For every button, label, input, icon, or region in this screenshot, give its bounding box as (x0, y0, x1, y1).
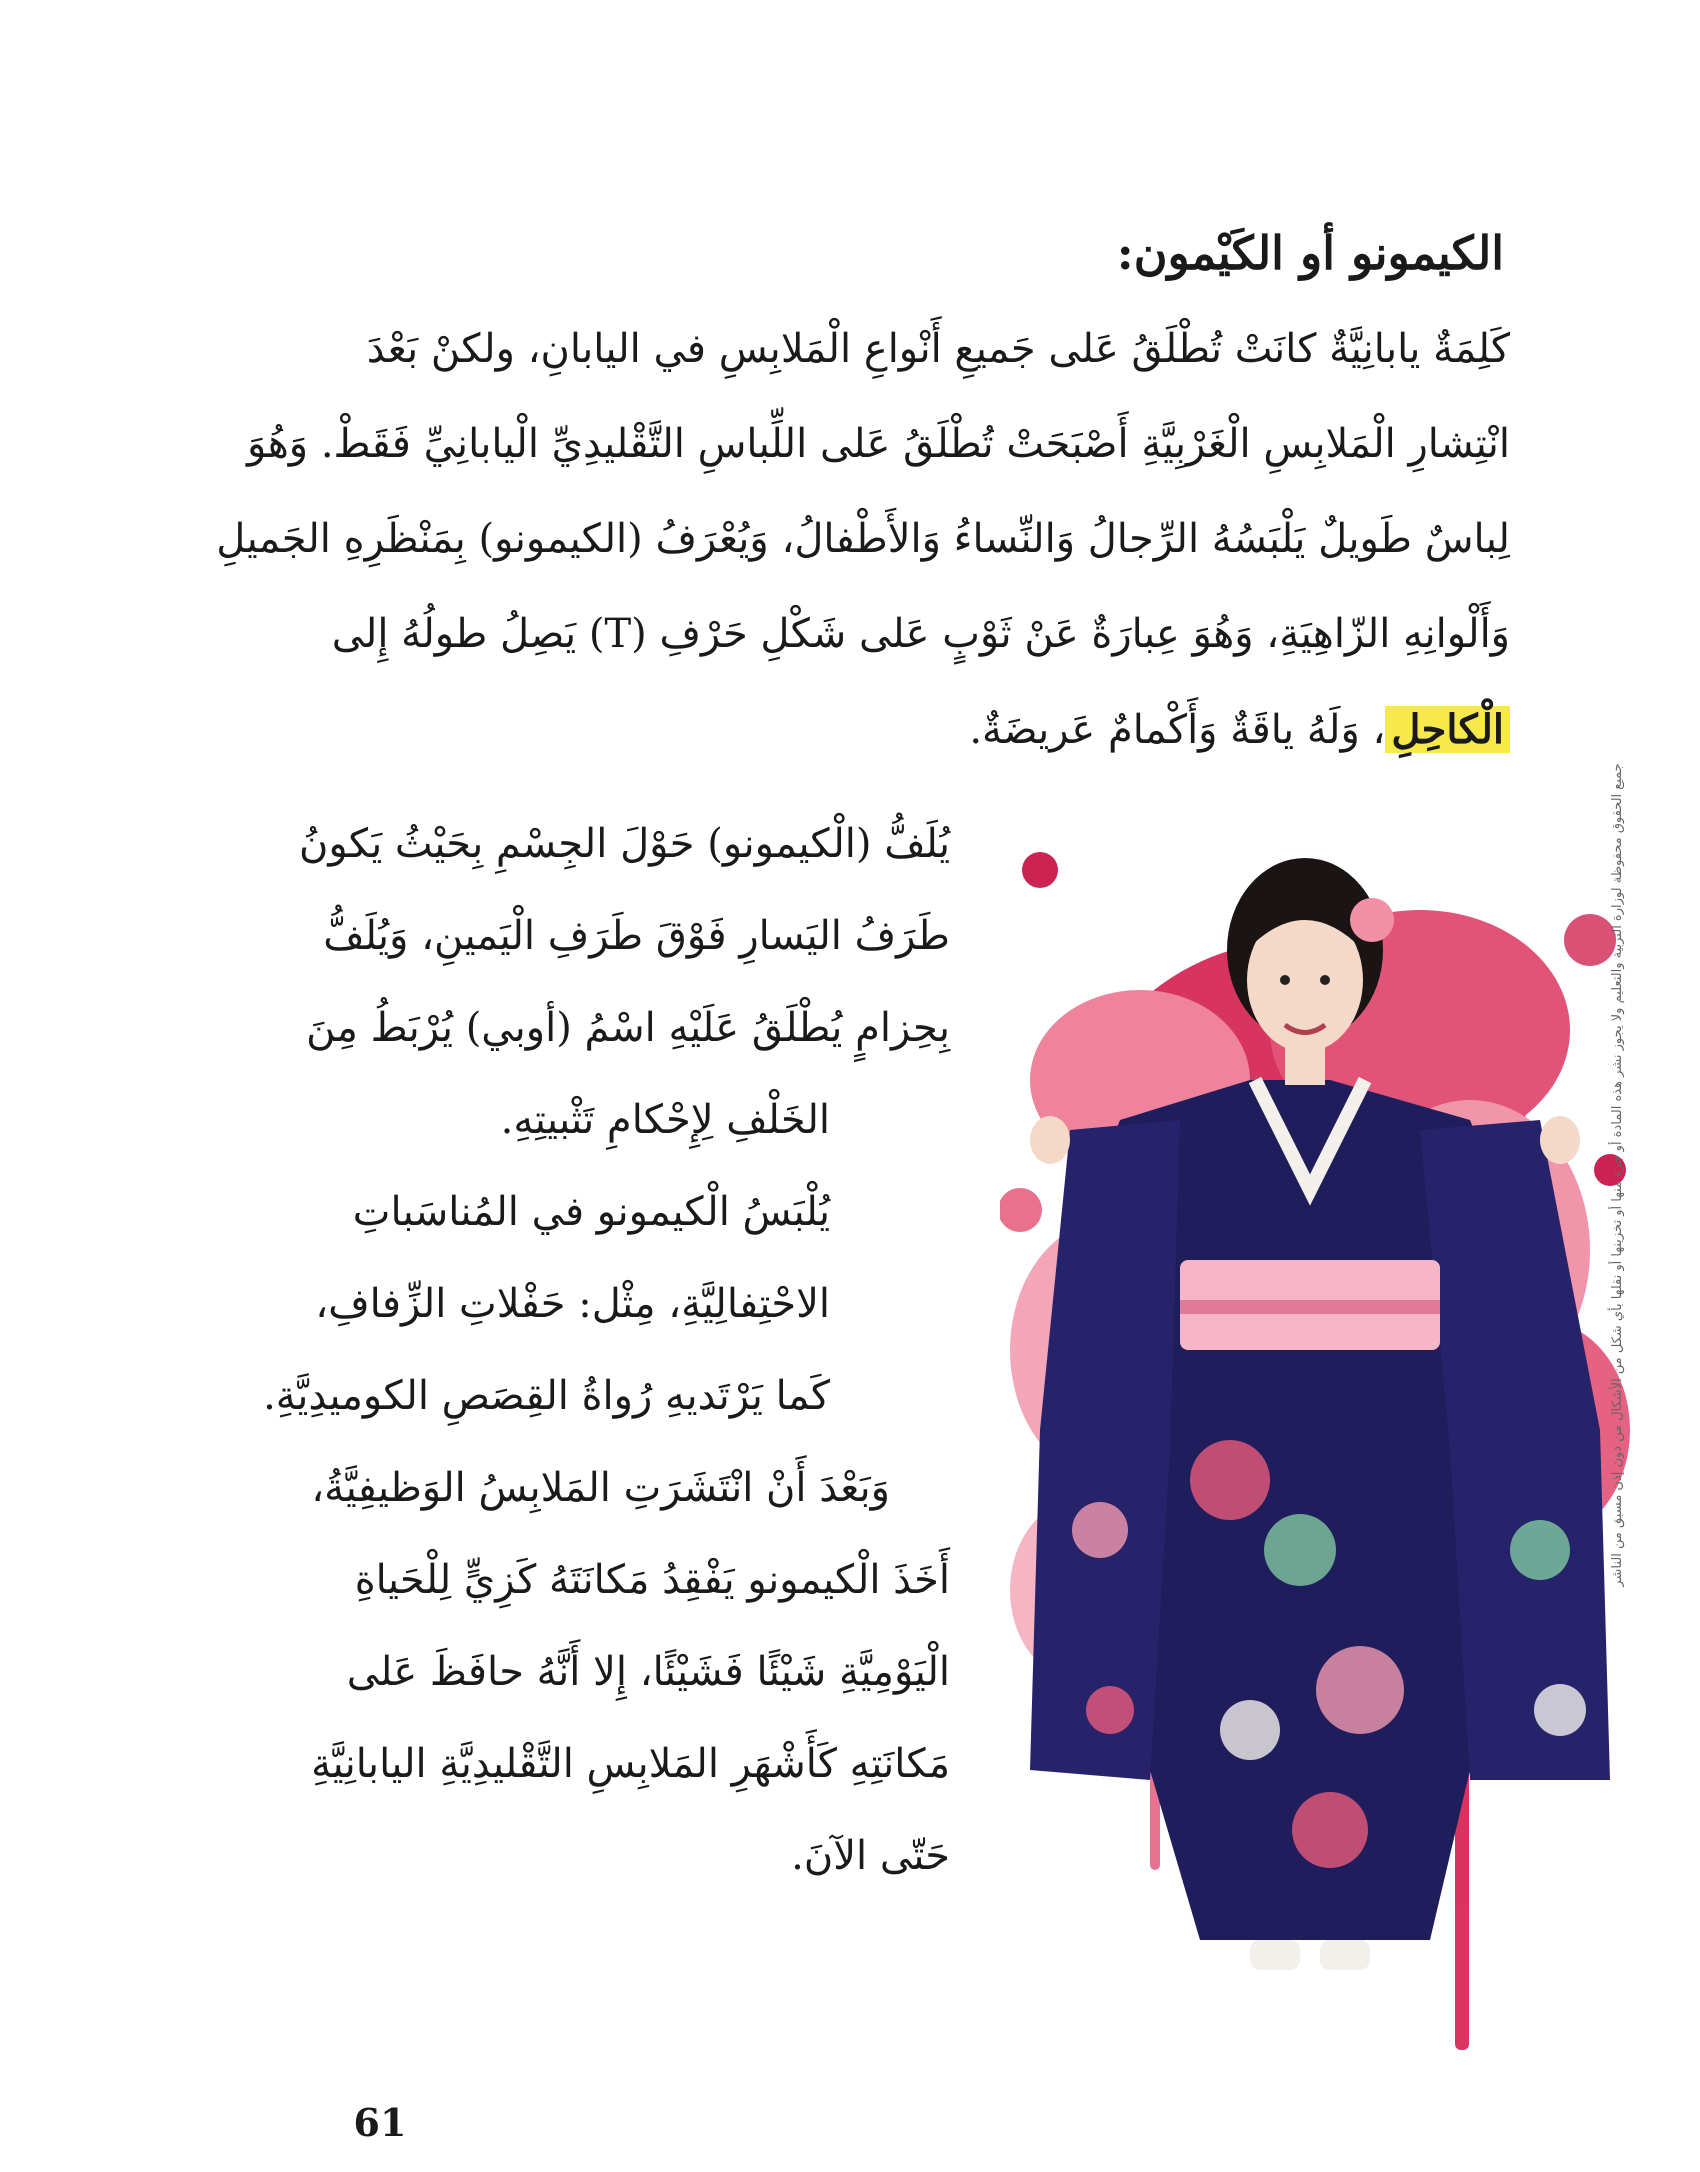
intro-line: انْتِشارِ الْمَلابِسِ الْغَرْبِيَّةِ أَصْبَحَتْ تُطْلَقُ عَلى اللِّباسِ التَّقْليدِيِّ الْيابانِيِّ فَقَطْ. وَهُوَ (247, 421, 1510, 467)
copyright-side-note: جميع الحقوق محفوظة لوزارة التربية والتعليم ولا يجوز نشر هذه المادة أو جزء منها أو تخزينها أو نقلها بأي شكل من الأشكال من دون إذن مسبق من الناشر (1610, 763, 1625, 1587)
intro-line: وَأَلْوانِهِ الزّاهِيَةِ، وَهُوَ عِبارَةٌ عَنْ ثَوْبٍ عَلى شَكْلِ حَرْفِ (T) يَصِلُ طولُهُ إِلى (331, 611, 1510, 657)
body-line: وَبَعْدَ أَنْ انْتَشَرَتِ المَلابِسُ الوَظيفِيَّةُ، (311, 1465, 890, 1511)
intro-line: كَلِمَةٌ يابانِيَّةٌ كانَتْ تُطْلَقُ عَلى جَميعِ أَنْواعِ الْمَلابِسِ في اليابانِ، ولكنْ بَعْدَ (366, 326, 1510, 372)
left-hand (1030, 1116, 1070, 1164)
body-line: يُلْبَسُ الْكيمونو في المُناسَباتِ (352, 1189, 830, 1235)
body-line: الْيَوْمِيَّةِ شَيْئًا فَشَيْئًا، إِلا أَنَّهُ حافَظَ عَلى (346, 1649, 950, 1695)
intro-line (150, 682, 1510, 778)
intro-line-rest: ، وَلَهُ ياقَةٌ وَأَكْمامٌ عَريضَةٌ. (969, 707, 1386, 753)
body-line: بِحِزامٍ يُطْلَقُ عَلَيْهِ اسْمُ (أوبي) يُرْبَطُ مِنَ (306, 1005, 950, 1051)
body-line: الاحْتِفالِيَّةِ، مِثْل: حَفْلاتِ الزِّفافِ، (315, 1281, 830, 1327)
body-line: يُلَفُّ (الْكيمونو) حَوْلَ الجِسْمِ بِحَيْثُ يَكونُ (298, 821, 950, 867)
body-line: حَتّى الآنَ. (791, 1833, 950, 1879)
body-paragraph (150, 798, 950, 1902)
body-line: مَكانَتِهِ كَأَشْهَرِ المَلابِسِ التَّقْليدِيَّةِ اليابانِيَّةِ (311, 1741, 950, 1787)
body-line: طَرَفُ اليَسارِ فَوْقَ طَرَفِ الْيَمينِ، وَيُلَفُّ (323, 913, 950, 959)
body-line: أَخَذَ الْكيمونو يَفْقِدُ مَكانَتَهُ كَزِيٍّ لِلْحَياةِ (354, 1557, 950, 1603)
highlighted-word: الْكاحِلِ (1385, 706, 1510, 753)
page-title: الكيمونو أو الكَيْمون: (1116, 226, 1504, 280)
right-hand (1540, 1116, 1580, 1164)
body-line: كَما يَرْتَديهِ رُواةُ القِصَصِ الكوميدِيَّةِ. (263, 1373, 830, 1419)
intro-line: لِباسٌ طَويلٌ يَلْبَسُهُ الرِّجالُ وَالنِّساءُ وَالأَطْفالُ، وَيُعْرَفُ (الكيمونو) بِمَنْظَرِهِ الجَميلِ (216, 516, 1510, 562)
kimono-figure-illustration (1000, 830, 1640, 2060)
page-number: 61 (353, 2100, 407, 2145)
intro-paragraph (150, 302, 1510, 778)
body-line: الخَلْفِ لِإِحْكامِ تَثْبيتِهِ. (500, 1097, 830, 1143)
kimono (1030, 1080, 1610, 1940)
